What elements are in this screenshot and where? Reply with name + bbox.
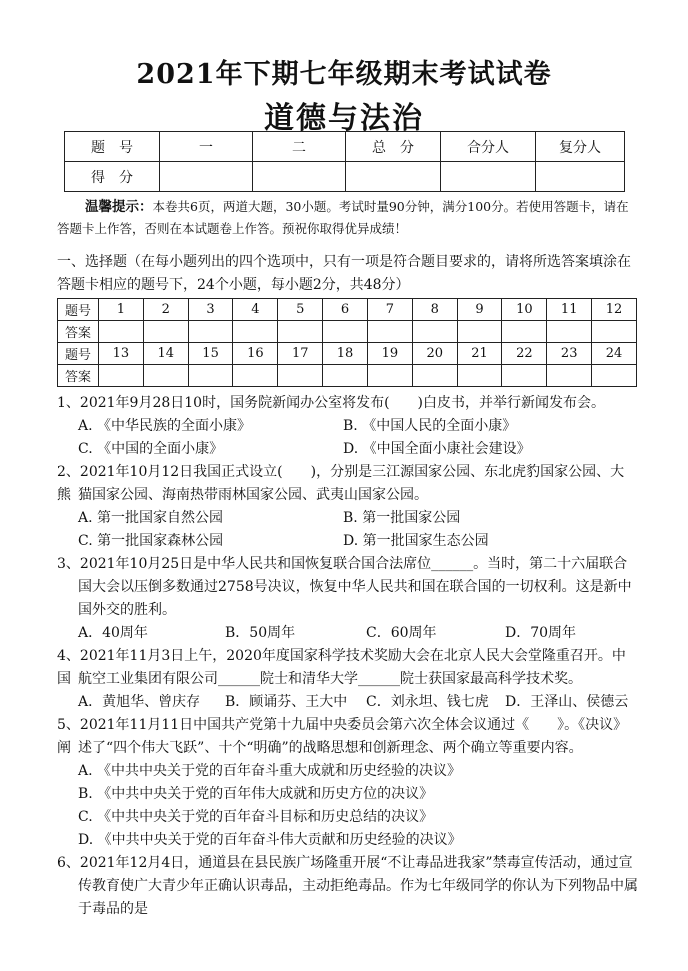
- answer-cell[interactable]: [592, 365, 637, 387]
- question-number-cell: 23: [547, 343, 592, 365]
- answer-cell[interactable]: [367, 365, 412, 387]
- question-number-cell: 6: [323, 299, 368, 321]
- question-number-cell: 24: [592, 343, 637, 365]
- question-2-stem-cont: 猫国家公园、海南热带雨林国家公园、武夷山国家公园。: [78, 487, 428, 503]
- question-2-option-b[interactable]: B. 第一批国家公园: [343, 510, 461, 526]
- answer-cell[interactable]: [233, 365, 278, 387]
- score-table: [64, 131, 625, 192]
- score-header-cell: 总 分: [346, 132, 441, 162]
- question-number-cell: 9: [457, 299, 502, 321]
- question-number-cell: 5: [278, 299, 323, 321]
- question-2-option-d[interactable]: D. 第一批国家生态公园: [343, 533, 489, 549]
- question-3-stem-cont: 国大会以压倒多数通过2758号决议，恢复中华人民共和国在联合国的一切权利。这是新中: [78, 579, 632, 595]
- answer-cell[interactable]: [99, 321, 144, 343]
- question-4-option-b[interactable]: B．顾诵芬、王大中: [225, 694, 348, 710]
- score-header-cell: 复分人: [536, 132, 625, 162]
- score-row-label: 得 分: [65, 162, 160, 192]
- question-number-cell: 21: [457, 343, 502, 365]
- question-number-cell: 7: [367, 299, 412, 321]
- question-number-cell: 3: [188, 299, 233, 321]
- question-3-stem: 3、2021年10月25日是中华人民共和国恢复联合国合法席位______。当时，第二十六届联合: [57, 556, 628, 572]
- score-blank-cell: [536, 162, 625, 192]
- answer-cell[interactable]: [188, 365, 233, 387]
- question-number-cell: 19: [367, 343, 412, 365]
- answer-cell[interactable]: [143, 365, 188, 387]
- question-3-option-b[interactable]: B．50周年: [225, 625, 296, 641]
- question-6-stem-cont: 于毒品的是: [78, 901, 148, 917]
- question-5-option-c[interactable]: C. 《中共中央关于党的百年奋斗目标和历史总结的决议》: [78, 809, 434, 825]
- question-5-option-a[interactable]: A. 《中共中央关于党的百年奋斗重大成就和历史经验的决议》: [78, 763, 462, 779]
- question-4-option-c[interactable]: C．刘永坦、钱七虎: [366, 694, 489, 710]
- question-1-option-b[interactable]: B. 《中国人民的全面小康》: [343, 418, 517, 434]
- answer-cell[interactable]: [502, 321, 547, 343]
- exam-tip: [57, 196, 637, 240]
- question-1-option-d[interactable]: D. 《中国全面小康社会建设》: [343, 441, 531, 457]
- question-number-cell: 17: [278, 343, 323, 365]
- question-4-option-d[interactable]: D．王泽山、侯德云: [505, 694, 629, 710]
- section-heading: 一、选择题（在每小题列出的四个选项中，只有一项是符合题目要求的，请将所选答案填涂在答题卡相应的题号下，24个小题，每小题2分，共48分）: [57, 254, 631, 293]
- answer-cell[interactable]: [412, 365, 457, 387]
- question-2-stem: 2、2021年10月12日我国正式设立( )，分别是三江源国家公园、东北虎豹国家公园、大熊: [57, 464, 625, 503]
- answer-cell[interactable]: [457, 321, 502, 343]
- subject-title: 道德与法治: [264, 101, 424, 136]
- answer-cell[interactable]: [547, 365, 592, 387]
- answer-cell[interactable]: [233, 321, 278, 343]
- score-blank-cell: [441, 162, 536, 192]
- score-header-cell: 一: [160, 132, 253, 162]
- score-header-cell: 二: [253, 132, 346, 162]
- answer-cell[interactable]: [188, 321, 233, 343]
- exam-title: 2021年下期七年级期末考试试卷: [136, 59, 552, 90]
- question-6-stem-cont: 传教育使广大青少年正确认识毒品，主动拒绝毒品。作为七年级同学的你认为下列物品中属: [78, 878, 638, 894]
- question-number-cell: 12: [592, 299, 637, 321]
- answer-cell[interactable]: [278, 321, 323, 343]
- question-number-cell: 11: [547, 299, 592, 321]
- answer-cell[interactable]: [457, 365, 502, 387]
- score-header-cell: 合分人: [441, 132, 536, 162]
- question-5-stem: 5、2021年11月11日中国共产党第十九届中央委员会第六次全体会议通过《 》。《决议》阐: [57, 717, 628, 756]
- answer-cell[interactable]: [143, 321, 188, 343]
- question-4-stem: 4、2021年11月3日上午，2020年度国家科学技术奖励大会在北京人民大会堂隆重召开。中国: [57, 648, 626, 687]
- question-6-stem: 6、2021年12月4日，通道县在县民族广场隆重开展“不让毒品进我家”禁毒宣传活动，通过宣: [57, 855, 633, 871]
- answer-cell[interactable]: [547, 321, 592, 343]
- question-2-option-a[interactable]: A. 第一批国家自然公园: [78, 510, 224, 526]
- question-3-option-c[interactable]: C．60周年: [366, 625, 437, 641]
- score-blank-cell: [253, 162, 346, 192]
- score-blank-cell: [346, 162, 441, 192]
- tip-text: 本卷共6页，两道大题，30小题。考试时量90分钟，满分100分。若使用答题卡，请在答题卡上作答，否则在本试题卷上作答。预祝你取得优异成绩！: [57, 199, 629, 236]
- question-number-cell: 14: [143, 343, 188, 365]
- question-number-cell: 2: [143, 299, 188, 321]
- answer-cell[interactable]: [278, 365, 323, 387]
- question-number-cell: 8: [412, 299, 457, 321]
- question-1-option-c[interactable]: C. 《中国的全面小康》: [78, 441, 224, 457]
- question-number-cell: 22: [502, 343, 547, 365]
- question-number-cell: 10: [502, 299, 547, 321]
- question-1-stem: 1、2021年9月28日10时，国务院新闻办公室将发布( )白皮书，并举行新闻发布会。: [57, 395, 605, 411]
- answer-table-label: 答案: [58, 365, 99, 387]
- question-5-stem-cont: 述了“四个伟大飞跃”、十个“明确”的战略思想和创新理念、两个确立等重要内容。: [78, 740, 583, 756]
- answer-cell[interactable]: [502, 365, 547, 387]
- answer-table-label: 题号: [58, 299, 99, 321]
- question-number-cell: 1: [99, 299, 144, 321]
- tip-label: 温馨提示：: [85, 199, 153, 215]
- question-number-cell: 13: [99, 343, 144, 365]
- question-2-option-c[interactable]: C. 第一批国家森林公园: [78, 533, 224, 549]
- answer-cell[interactable]: [412, 321, 457, 343]
- answer-cell[interactable]: [323, 365, 368, 387]
- question-5-option-d[interactable]: D. 《中共中央关于党的百年奋斗伟大贡献和历史经验的决议》: [78, 832, 462, 848]
- answer-table-label: 答案: [58, 321, 99, 343]
- question-3-option-a[interactable]: A．40周年: [78, 625, 148, 641]
- answer-cell[interactable]: [367, 321, 412, 343]
- question-5-option-b[interactable]: B. 《中共中央关于党的百年伟大成就和历史方位的决议》: [78, 786, 434, 802]
- answer-cell[interactable]: [99, 365, 144, 387]
- question-1-option-a[interactable]: A. 《中华民族的全面小康》: [78, 418, 252, 434]
- answer-table-label: 题号: [58, 343, 99, 365]
- question-number-cell: 20: [412, 343, 457, 365]
- answer-table: [57, 298, 637, 387]
- question-3-stem-cont: 国外交的胜利。: [78, 602, 176, 618]
- answer-cell[interactable]: [323, 321, 368, 343]
- question-number-cell: 16: [233, 343, 278, 365]
- answer-cell[interactable]: [592, 321, 637, 343]
- score-blank-cell: [160, 162, 253, 192]
- question-3-option-d[interactable]: D．70周年: [505, 625, 577, 641]
- question-number-cell: 4: [233, 299, 278, 321]
- question-number-cell: 18: [323, 343, 368, 365]
- question-number-cell: 15: [188, 343, 233, 365]
- question-4-stem-cont: 航空工业集团有限公司______院士和清华大学______院士获国家最高科学技术奖。: [78, 671, 582, 687]
- score-header-cell: 题 号: [65, 132, 160, 162]
- question-4-option-a[interactable]: A．黄旭华、曾庆存: [78, 694, 201, 710]
